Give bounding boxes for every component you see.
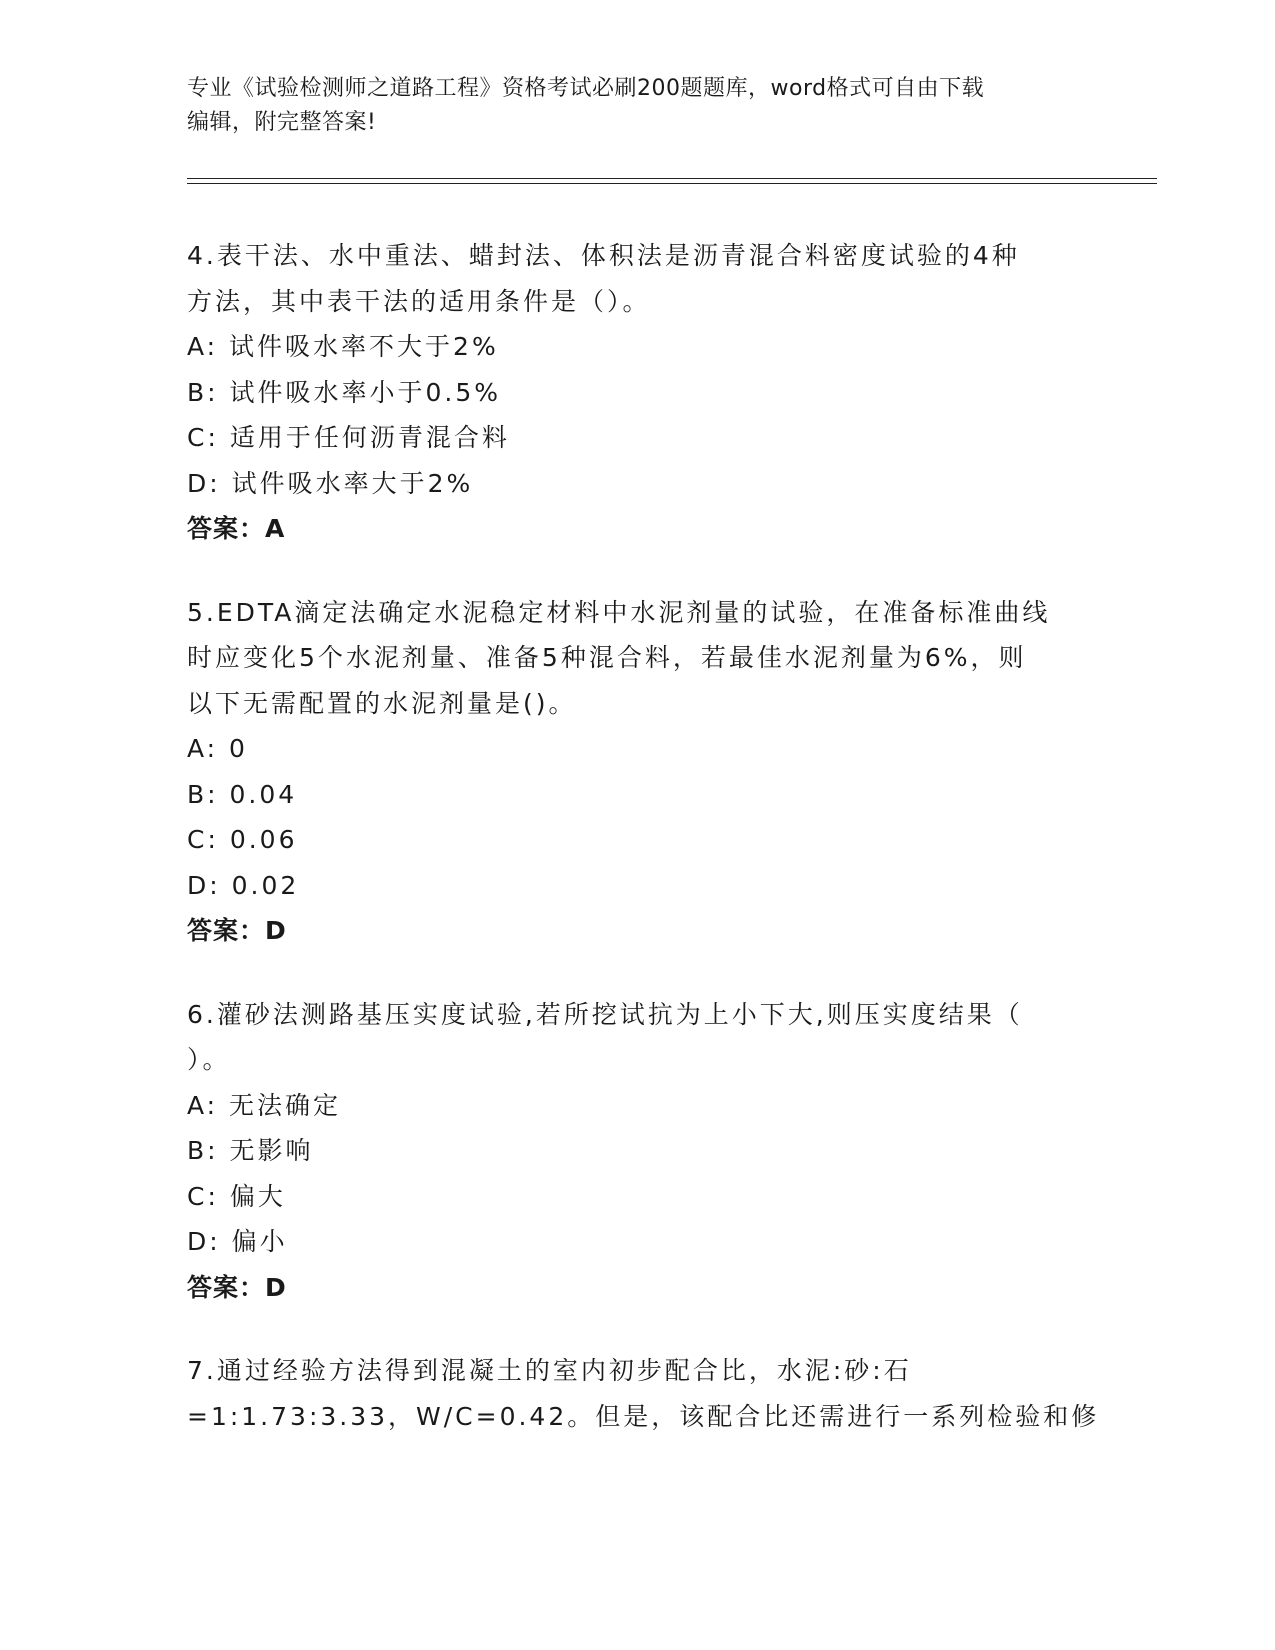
option-c: C: 偏大 <box>187 1181 286 1211</box>
option-c: C: 0.06 <box>187 825 298 854</box>
option-d: D: 试件吸水率大于2% <box>187 468 474 498</box>
answer-label: 答案：A <box>187 514 286 543</box>
question-stem-line: 时应变化5个水泥剂量、准备5种混合料，若最佳水泥剂量为6%，则 <box>187 643 1027 672</box>
header-line-1: 专业《试验检测师之道路工程》资格考试必刷200题题库，word格式可自由下载 <box>187 76 985 101</box>
question-list <box>187 233 1100 1477</box>
option-b: B: 0.04 <box>187 779 298 809</box>
question-stem-line: 方法，其中表干法的适用条件是（）。 <box>187 286 651 316</box>
question-stem-line: 6.灌砂法测路基压实度试验,若所挖试抗为上小下大,则压实度结果（ <box>187 999 1023 1029</box>
question-stem-line: =1:1.73:3.33，W/C=0.42。但是，该配合比还需进行一系列检验和修 <box>187 1401 1100 1431</box>
question-stem-line: 7.通过经验方法得到混凝土的室内初步配合比，水泥:砂:石 <box>187 1356 912 1385</box>
answer-label: 答案：D <box>187 916 287 945</box>
option-b: B: 试件吸水率小于0.5% <box>187 377 502 407</box>
question-5 <box>187 590 1087 954</box>
question-stem-line: 以下无需配置的水泥剂量是()。 <box>187 688 577 718</box>
option-a: A: 试件吸水率不大于2% <box>187 332 499 361</box>
option-d: D: 0.02 <box>187 870 300 900</box>
question-7 <box>187 1348 1100 1439</box>
question-stem-line: ）。 <box>187 1045 231 1074</box>
option-c: C: 适用于任何沥青混合料 <box>187 423 510 452</box>
header-divider-bottom <box>187 183 1157 184</box>
option-b: B: 无影响 <box>187 1136 314 1165</box>
question-stem-line: 5.EDTA滴定法确定水泥稳定材料中水泥剂量的试验，在准备标准曲线 <box>187 597 1051 627</box>
question-6 <box>187 992 1087 1311</box>
header-line-2: 编辑，附完整答案! <box>187 110 377 135</box>
option-d: D: 偏小 <box>187 1227 288 1256</box>
question-4 <box>187 233 1087 552</box>
document-header <box>187 72 1067 140</box>
option-a: A: 无法确定 <box>187 1090 342 1120</box>
header-divider-top <box>187 178 1157 179</box>
option-a: A: 0 <box>187 734 248 763</box>
answer-label: 答案：D <box>187 1272 287 1302</box>
question-stem-line: 4.表干法、水中重法、蜡封法、体积法是沥青混合料密度试验的4种 <box>187 241 1020 270</box>
